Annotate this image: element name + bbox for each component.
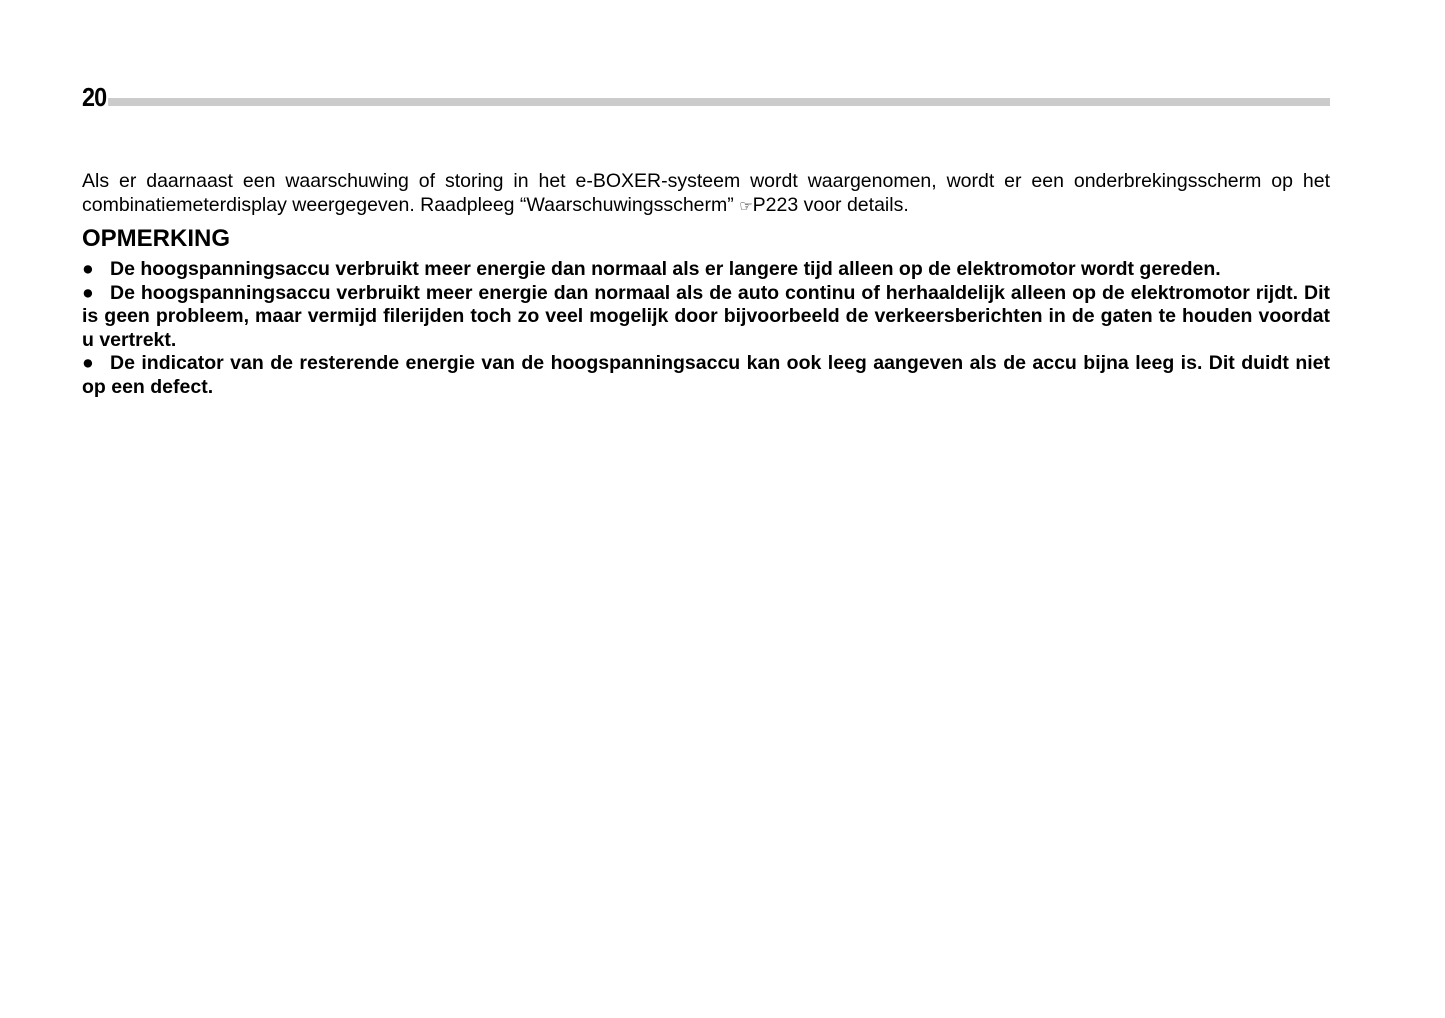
note-text: De indicator van de resterende energie van de hoogspanningsaccu kan ook leeg aangeven als de accu bijna leeg is. Dit duidt niet op een defect. [82, 352, 1330, 398]
pointing-hand-icon: ☞ [739, 197, 753, 215]
note-item [82, 282, 1330, 353]
note-text: De hoogspanningsaccu verbruikt meer energie dan normaal als de auto continu of herhaaldelijk alleen op de elektromotor rijdt. Dit is geen probleem, maar vermijd filerijden toch zo veel mogelijk door bijvoorbeeld de verkeersberichten in de gaten te houden voordat u vertrekt. [82, 281, 1330, 351]
bullet-icon: ● [82, 281, 94, 304]
note-heading: OPMERKING [82, 225, 231, 252]
page-reference-link[interactable]: P223 [752, 193, 799, 216]
note-item [82, 352, 1330, 399]
page-header [82, 84, 1330, 110]
note-text: De hoogspanningsaccu verbruikt meer energie dan normaal als er langere tijd alleen op de elektromotor wordt gereden. [110, 258, 1221, 280]
note-list [82, 258, 1330, 400]
note-item [82, 258, 1330, 282]
page-number: 20 [82, 82, 107, 112]
header-rule [102, 98, 1330, 106]
intro-tail: voor details. [798, 193, 909, 216]
intro-paragraph [82, 169, 1330, 219]
bullet-icon: ● [82, 352, 94, 375]
intro-text: Als er daarnaast een waarschuwing of storing in het e-BOXER-systeem wordt waargenomen, wordt er een onderbrekingsscherm op het combinatiemeterdisplay weergegeven. Raadpleeg “Waarschuwingsscherm” [82, 169, 1330, 216]
bullet-icon: ● [82, 258, 94, 280]
